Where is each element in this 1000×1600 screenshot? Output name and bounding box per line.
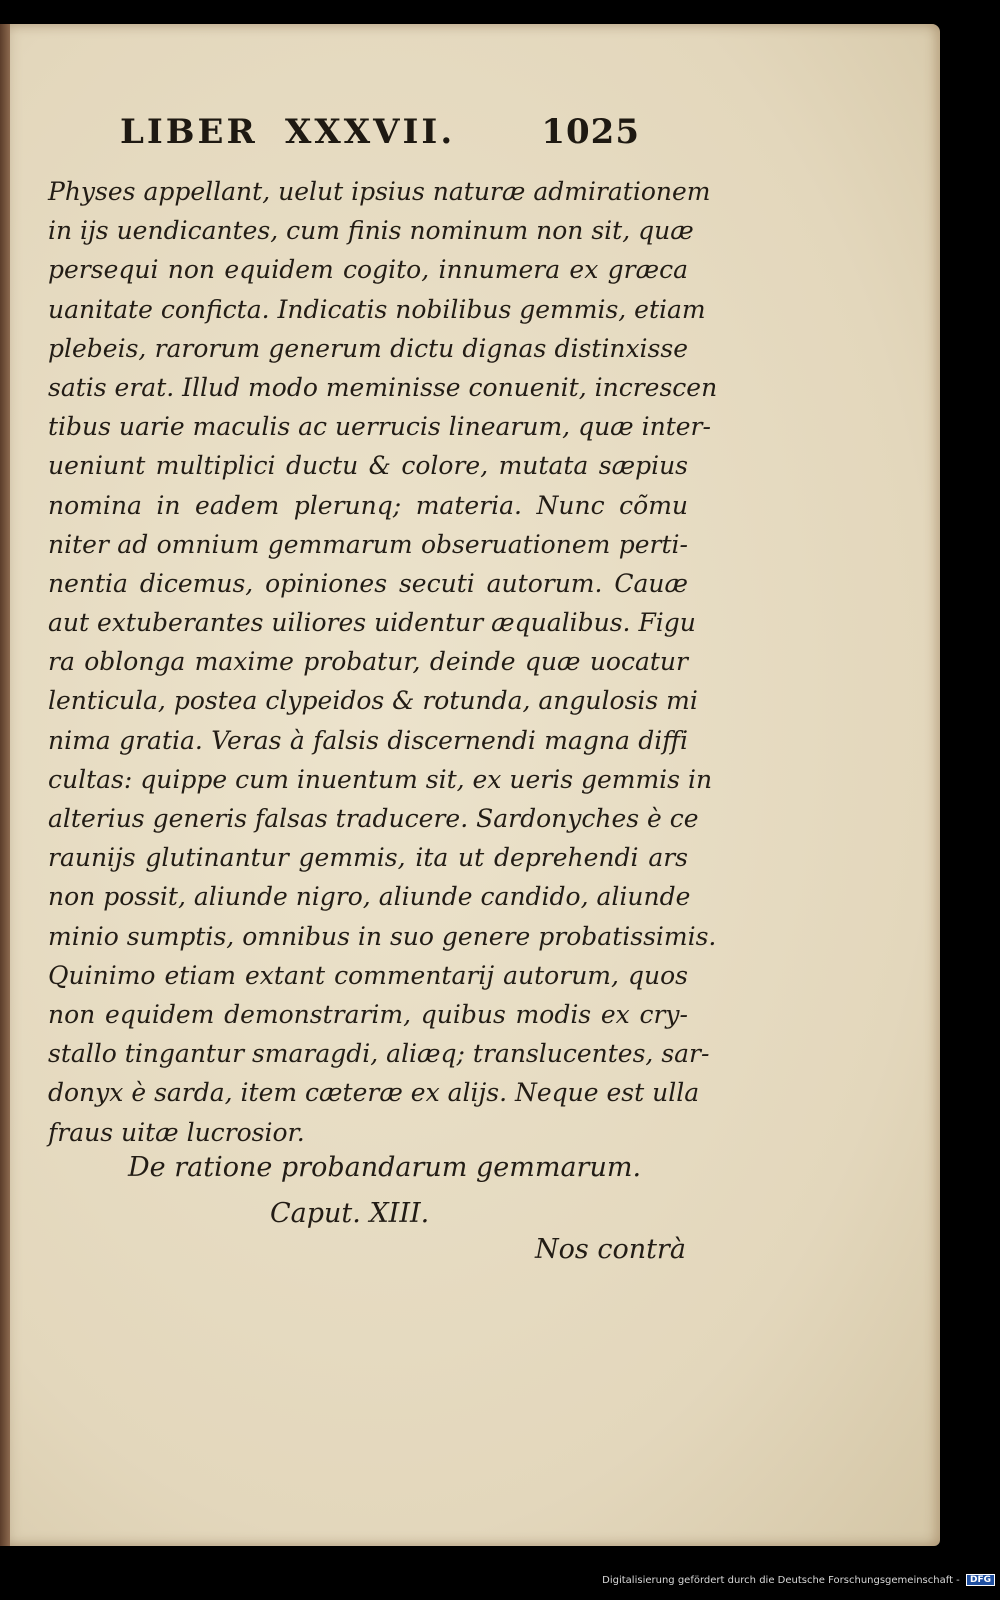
text-line: ueniunt multiplici ductu & colore, mutata sæpius bbox=[48, 451, 688, 481]
text-line: non equidem demonstrarim, quibus modis ex cry- bbox=[48, 999, 688, 1029]
text-line: in ijs uendicantes, cum finis nominum non sit, quæ bbox=[48, 216, 694, 246]
text-line: donyx è sarda, item cæteræ ex alijs. Neque est ulla bbox=[48, 1078, 700, 1108]
text-line: nomina in eadem plerunq; materia. Nunc cõmu bbox=[48, 490, 688, 520]
text-line: ra oblonga maxime probatur, deinde quæ uocatur bbox=[48, 647, 688, 677]
text-line: niter ad omnium gemmarum obseruationem perti- bbox=[48, 529, 688, 559]
text-line: raunijs glutinantur gemmis, ita ut deprehendi ars bbox=[48, 843, 688, 873]
text-line: persequi non equidem cogito, innumera ex græca bbox=[48, 255, 688, 285]
text-line: fraus uitæ lucrosior. bbox=[48, 1117, 305, 1147]
page-binding-edge bbox=[0, 24, 10, 1546]
section-heading: De ratione probandarum gemmarum. bbox=[128, 1152, 642, 1183]
text-line: tibus uarie maculis ac uerrucis linearum, quæ inter- bbox=[48, 412, 711, 442]
text-line: cultas: quippe cum inuentum sit, ex ueris gemmis in bbox=[48, 764, 713, 794]
text-line: Quinimo etiam extant commentarij autorum, quos bbox=[48, 960, 688, 990]
text-line: Physes appellant, uelut ipsius naturæ admirationem bbox=[48, 177, 711, 206]
text-line: alterius generis falsas traducere. Sardonyches è ce bbox=[48, 804, 699, 833]
catchword: Nos contrà bbox=[535, 1234, 686, 1265]
text-line: satis erat. Illud modo meminisse conuenit, increscen bbox=[48, 372, 718, 402]
text-line: nima gratia. Veras à falsis discernendi magna diffi bbox=[48, 725, 688, 755]
text-line: minio sumptis, omnibus in suo genere probatissimis. bbox=[48, 921, 717, 951]
text-line: stallo tingantur smaragdi, aliæq; translucentes, sar- bbox=[48, 1039, 710, 1069]
text-line: non possit, aliunde nigro, aliunde candido, aliunde bbox=[48, 882, 691, 912]
text-line: lenticula, postea clypeidos & rotunda, angulosis mi bbox=[48, 686, 698, 716]
text-line: aut extuberantes uiliores uidentur æqualibus. Figu bbox=[48, 608, 696, 638]
body-text bbox=[48, 172, 718, 1152]
header-book-label: LIBER bbox=[120, 112, 258, 152]
text-line: nentia dicemus, opiniones secuti autorum. Cauæ bbox=[48, 568, 688, 598]
chapter-heading: Caput. XIII. bbox=[270, 1198, 430, 1229]
header-book-number: XXXVII. bbox=[285, 112, 456, 152]
text-line: uanitate conficta. Indicatis nobilibus gemmis, etiam bbox=[48, 294, 706, 324]
footer-text: Digitalisierung gefördert durch die Deutsche Forschungsgemeinschaft - bbox=[602, 1575, 960, 1586]
page-number: 1025 bbox=[541, 112, 640, 152]
dfg-logo: DFG bbox=[966, 1574, 995, 1586]
top-border bbox=[0, 0, 1000, 24]
text-line: plebeis, rarorum generum dictu dignas distinxisse bbox=[48, 333, 688, 363]
digitization-footer bbox=[0, 1574, 995, 1586]
running-header bbox=[120, 112, 640, 156]
